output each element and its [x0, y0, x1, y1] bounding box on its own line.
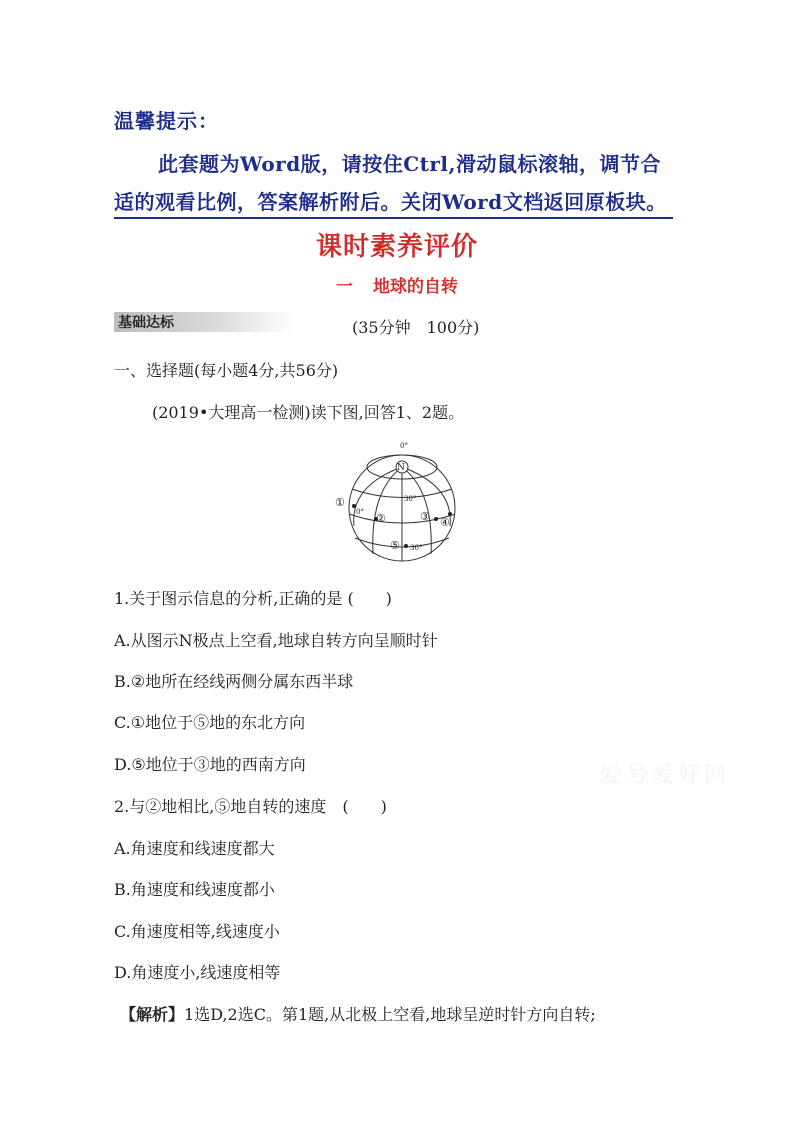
question-1-option-d: D.⑤地位于③地的西南方向	[114, 755, 306, 774]
question-1-option-a: A.从图示N极点上空看,地球自转方向呈顺时针	[114, 631, 438, 650]
question-2-stem: 2.与②地相比,⑤地自转的速度 ( )	[114, 797, 387, 816]
lesson-number: 一	[336, 277, 353, 297]
section-heading: 一、选择题(每小题4分,共56分)	[114, 361, 339, 380]
question-2-option-b: B.角速度和线速度都小	[114, 880, 275, 899]
analysis-text: 1选D,2选C。第1题,从北极上空看,地球呈逆时针方向自转;	[184, 1005, 596, 1024]
point-3-label: ③	[420, 510, 430, 523]
time-score-note: (35分钟 100分)	[352, 318, 480, 337]
lesson-name: 地球的自转	[373, 277, 458, 297]
globe-figure	[330, 436, 470, 566]
page-title: 课时素养评价	[315, 232, 478, 262]
section-banner-label: 基础达标	[118, 315, 174, 331]
question-1-option-b: B.②地所在经线两侧分属东西半球	[114, 672, 354, 691]
point-4-label: ④	[440, 516, 450, 529]
point-2-label: ②	[376, 512, 386, 525]
question-1-stem: 1.关于图示信息的分析,正确的是 ( )	[114, 589, 392, 608]
question-2-option-c: C.角速度相等,线速度小	[114, 922, 280, 941]
north-pole-label: N	[397, 463, 405, 473]
point-5-dot	[404, 544, 408, 548]
lesson-subtitle	[336, 272, 458, 297]
label-left-0: 0°	[356, 508, 364, 516]
question-intro: (2019•大理高一检测)读下图,回答1、2题。	[152, 403, 465, 422]
point-3-dot	[434, 517, 438, 521]
watermark: 爱号爱好网	[600, 763, 731, 788]
point-1-label: ①	[335, 496, 345, 509]
tip-heading: 温馨提示：	[114, 109, 219, 133]
question-2-option-a: A.角速度和线速度都大	[114, 839, 275, 858]
analysis-paragraph	[120, 1002, 596, 1025]
analysis-label: 【解析】	[120, 1005, 185, 1024]
tip-line-1: 此套题为Word版，请按住Ctrl,滑动鼠标滚轴，调节合	[158, 152, 661, 176]
point-5-label: ⑤	[390, 539, 400, 552]
label-top-0: 0°	[400, 442, 408, 450]
label-lat-30-lower: 30°	[410, 544, 423, 552]
tip-line-2[interactable]: 适的观看比例，答案解析附后。关闭Word文档返回原板块。	[114, 186, 673, 219]
question-1-option-c: C.①地位于⑤地的东北方向	[114, 713, 306, 732]
question-2-option-d: D.角速度小,线速度相等	[114, 963, 281, 982]
label-lat-30-upper: 30°	[404, 495, 417, 503]
